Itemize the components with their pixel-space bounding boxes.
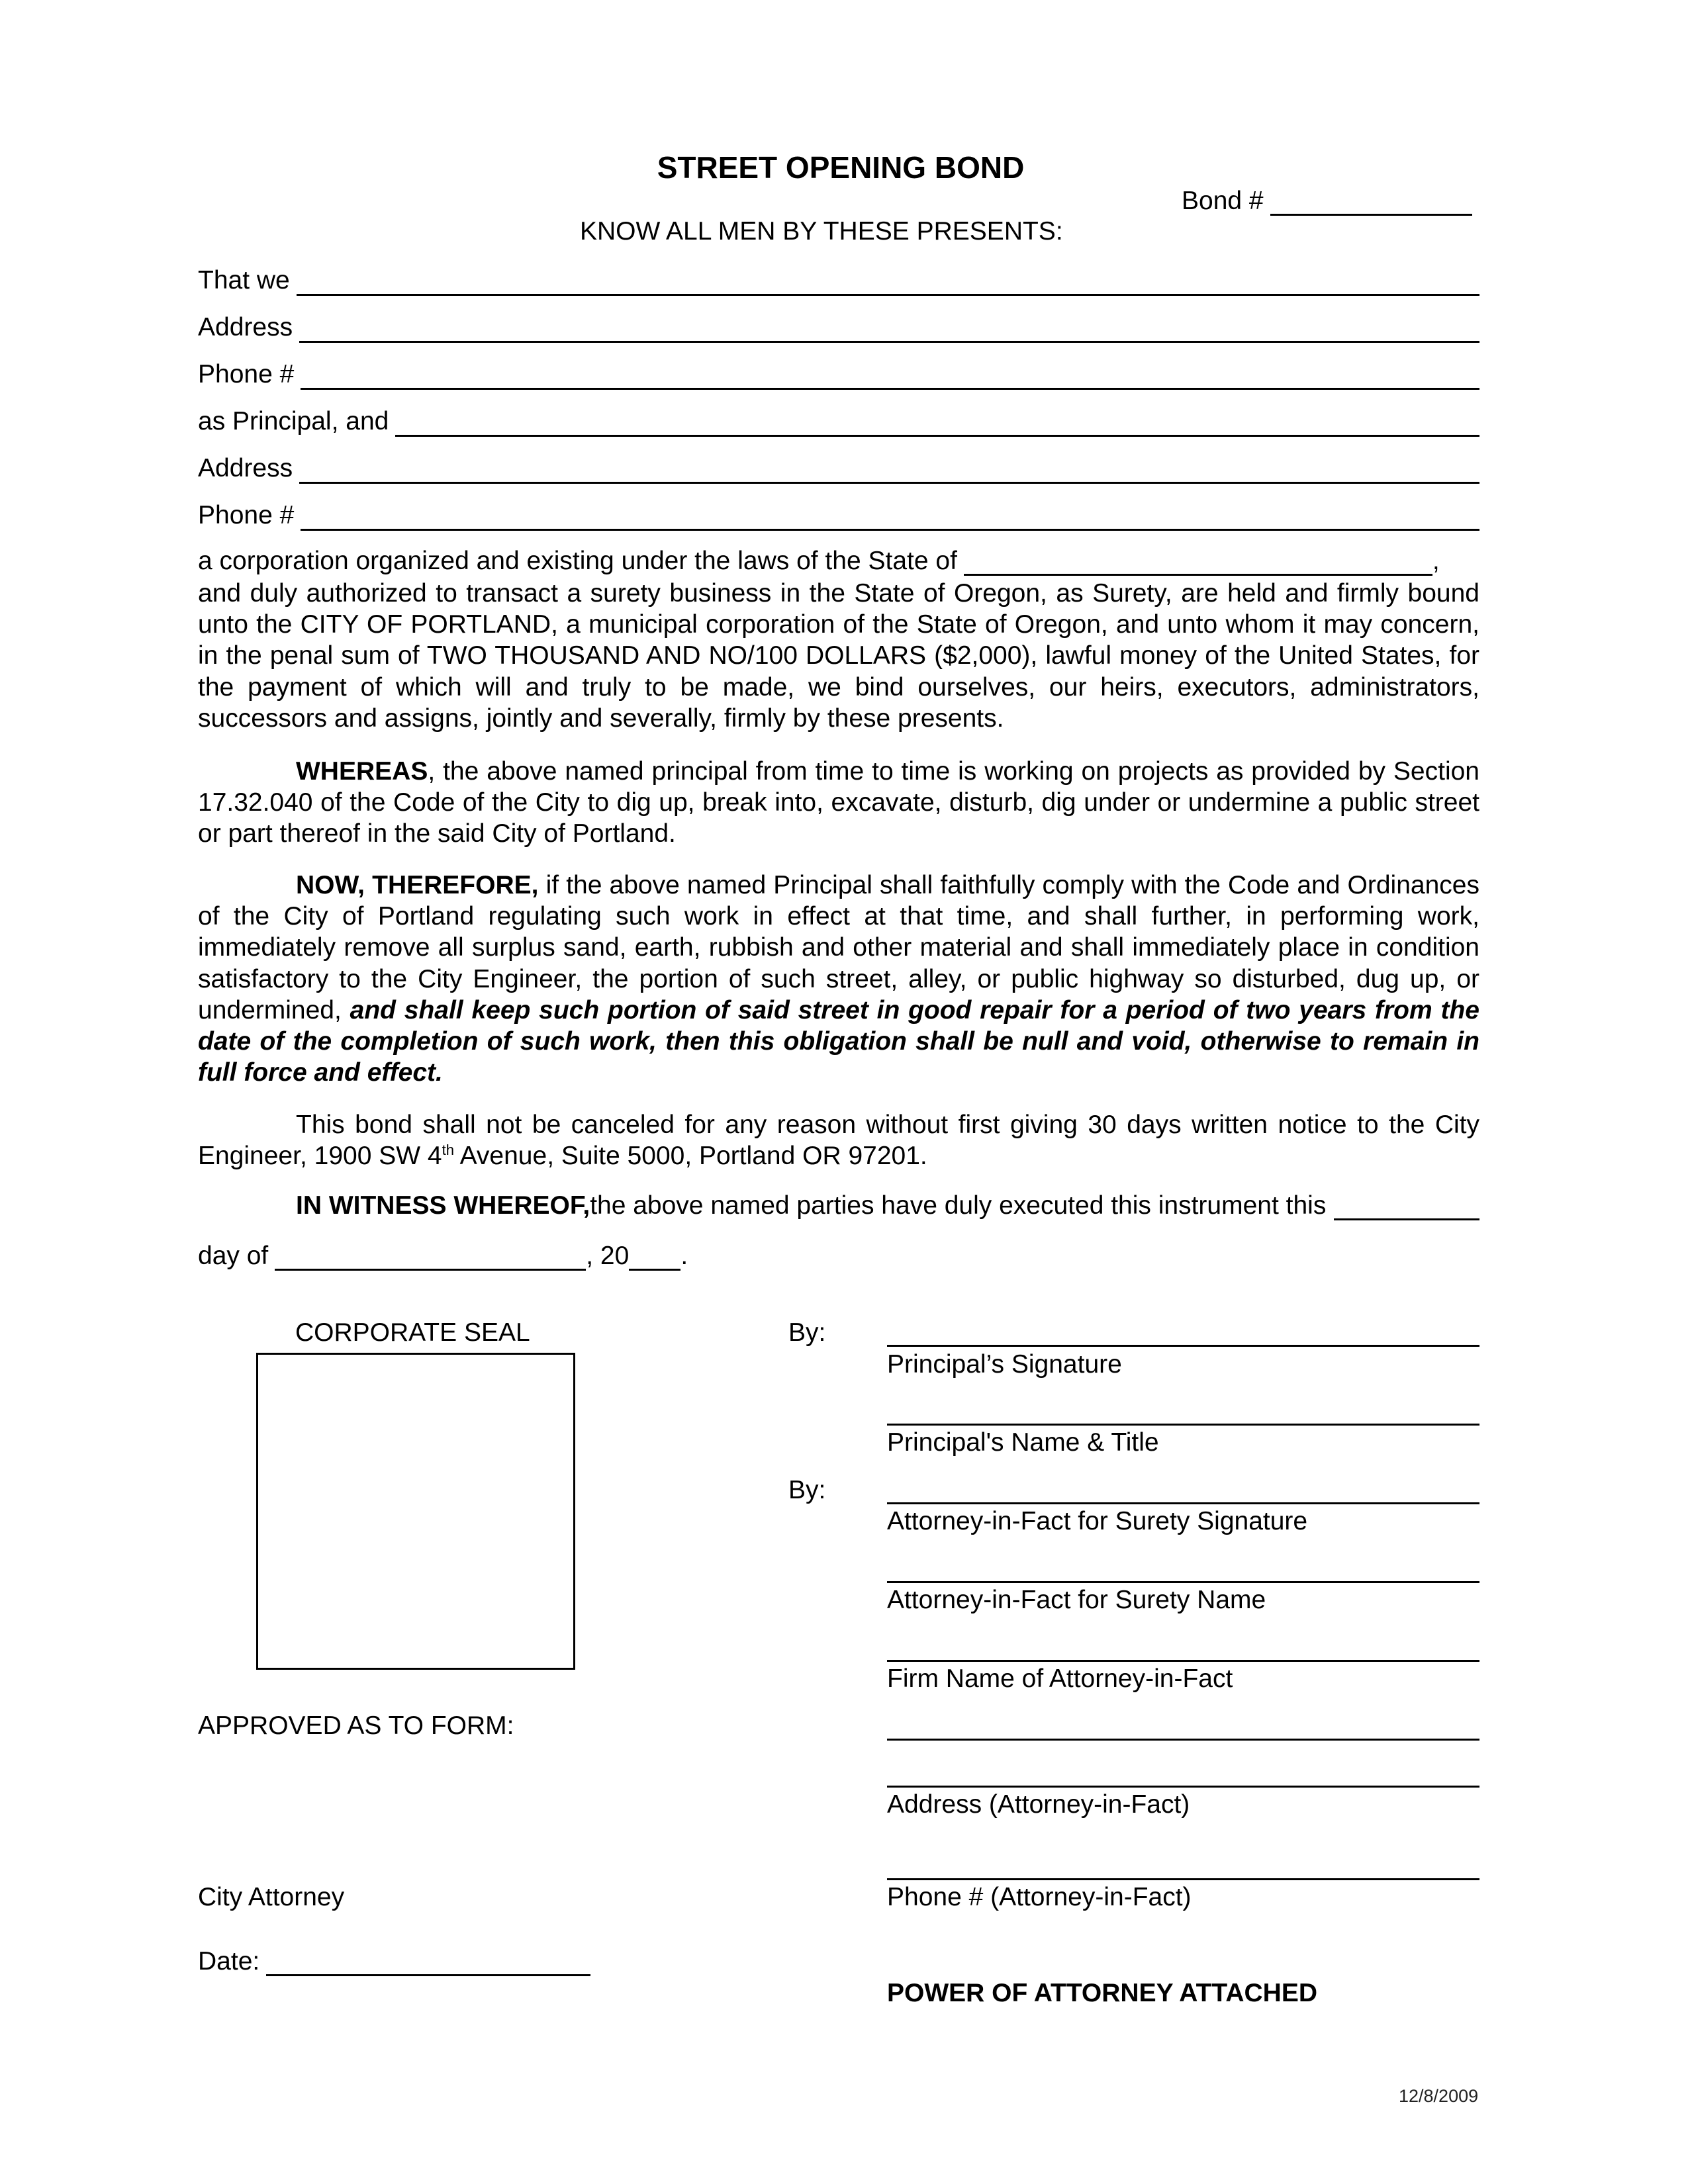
field-label: Address xyxy=(198,313,293,341)
principal-name-row xyxy=(198,263,1479,296)
bond-number-field xyxy=(1182,187,1472,216)
bond-number-label: Bond # xyxy=(1182,187,1264,215)
witness-row xyxy=(198,1191,1479,1220)
now-therefore-heading: NOW, THEREFORE, xyxy=(296,871,539,899)
witness-month-input[interactable] xyxy=(275,1246,586,1271)
principal-phone-input[interactable] xyxy=(301,363,1479,390)
document-title: STREET OPENING BOND xyxy=(657,150,1025,185)
principal-signature-label: Principal’s Signature xyxy=(887,1350,1122,1379)
approved-as-to-form-label: APPROVED AS TO FORM: xyxy=(198,1711,514,1740)
attorney-address-line[interactable] xyxy=(887,1786,1479,1788)
principal-address-row xyxy=(198,310,1479,343)
corporate-seal-box[interactable] xyxy=(256,1353,575,1670)
approval-date-input[interactable] xyxy=(266,1952,590,1976)
witness-heading: IN WITNESS WHEREOF, xyxy=(296,1191,590,1220)
ordinal-superscript: th xyxy=(442,1142,454,1159)
attorney-phone-line[interactable] xyxy=(887,1878,1479,1880)
power-of-attorney-note: POWER OF ATTORNEY ATTACHED xyxy=(887,1979,1317,2007)
field-label: as Principal, and xyxy=(198,407,389,435)
day-of-label: day of xyxy=(198,1242,269,1270)
state-lead-text: a corporation organized and existing under the laws of the State of xyxy=(198,547,957,575)
bond-obligation-paragraph: and duly authorized to transact a surety business in the State of Oregon, as Surety, are held and firmly bound unto the CITY OF PORTLAND, a municipal corporation of the State of Oregon, and unto whom it may concern, in the penal sum of TWO THOUSAND AND NO/100 DOLLARS ($2,000), lawful money of the United States, for the payment of which will and truly to be made, we bind ourselves, our heirs, executors, administrators, successors and assigns, jointly and severally, firmly by these presents. xyxy=(198,579,1479,733)
surety-name-label: Attorney-in-Fact for Surety Name xyxy=(887,1586,1266,1614)
revision-date: 12/8/2009 xyxy=(1399,2086,1479,2106)
surety-signature-label: Attorney-in-Fact for Surety Signature xyxy=(887,1507,1308,1535)
witness-year-input[interactable] xyxy=(629,1246,680,1271)
witness-day-input[interactable] xyxy=(1334,1196,1479,1220)
witness-text: the above named parties have duly executed this instrument this xyxy=(590,1191,1327,1220)
preamble: KNOW ALL MEN BY THESE PRESENTS: xyxy=(580,217,1063,246)
field-label: Phone # xyxy=(198,360,295,388)
principal-phone-row xyxy=(198,357,1479,390)
surety-name-row xyxy=(198,404,1479,437)
city-attorney-label: City Attorney xyxy=(198,1883,345,1911)
bond-number-input[interactable] xyxy=(1270,191,1472,216)
cancellation-text: This bond shall not be canceled for any reason without first giving 30 days written notice to the City Engineer, 1900 SW 4 xyxy=(198,1111,1479,1171)
whereas-text: , the above named principal from time to time is working on projects as provided by Section 17.32.040 of the Code of the City to dig up, break into, excavate, disturb, dig under or undermine a public street or part thereof in the said City of Portland. xyxy=(198,757,1479,848)
whereas-heading: WHEREAS xyxy=(296,757,428,786)
principal-name-input[interactable] xyxy=(297,269,1479,296)
blank-line[interactable] xyxy=(887,1739,1479,1741)
principal-address-input[interactable] xyxy=(299,316,1479,343)
attorney-address-label: Address (Attorney-in-Fact) xyxy=(887,1790,1190,1819)
principal-signature-line[interactable] xyxy=(887,1345,1479,1347)
surety-phone-input[interactable] xyxy=(301,504,1479,531)
corporate-seal-label: CORPORATE SEAL xyxy=(295,1318,530,1347)
date-label: Date: xyxy=(198,1947,260,1976)
surety-signature-line[interactable] xyxy=(887,1502,1479,1504)
state-of-incorporation-input[interactable] xyxy=(964,551,1432,576)
cancellation-address: Avenue, Suite 5000, Portland OR 97201. xyxy=(453,1142,927,1171)
surety-name-input[interactable] xyxy=(395,410,1479,437)
whereas-paragraph xyxy=(198,756,1479,850)
field-label: Address xyxy=(198,454,293,482)
surety-address-input[interactable] xyxy=(299,457,1479,484)
firm-name-line[interactable] xyxy=(887,1660,1479,1662)
surety-name-line[interactable] xyxy=(887,1581,1479,1583)
now-therefore-paragraph xyxy=(198,870,1479,1088)
year-prefix: , 20 xyxy=(586,1242,630,1270)
principal-name-title-label: Principal's Name & Title xyxy=(887,1428,1159,1457)
attorney-phone-label: Phone # (Attorney-in-Fact) xyxy=(887,1883,1192,1911)
approval-date-row xyxy=(198,1947,590,1976)
state-of-incorporation-row xyxy=(198,547,1489,576)
now-therefore-emphasis: and shall keep such portion of said street in good repair for a period of two years from the date of the completion of such work, then this obligation shall be null and void, otherwise to remain in full force and effect. xyxy=(198,995,1479,1087)
firm-name-label: Firm Name of Attorney-in-Fact xyxy=(887,1664,1233,1693)
cancellation-paragraph xyxy=(198,1109,1479,1171)
state-trail: , xyxy=(1432,547,1440,575)
by-label-surety: By: xyxy=(788,1476,826,1504)
field-label: That we xyxy=(198,266,290,295)
by-label-principal: By: xyxy=(788,1318,826,1347)
field-label: Phone # xyxy=(198,501,295,529)
witness-date-row xyxy=(198,1242,688,1271)
year-suffix: . xyxy=(680,1242,688,1270)
surety-phone-row xyxy=(198,498,1479,531)
now-therefore-text: if the above named Principal shall faithfully comply with the Code and Ordinances of the City of Portland regulating such work in effect at that time, and shall further, in performing work, immediately remove all surplus sand, earth, rubbish and other material and shall immediately place in condition satisfactory to the City Engineer, the portion of such street, alley, or public highway so disturbed, dug up, or undermined, xyxy=(198,871,1479,1024)
surety-address-row xyxy=(198,451,1479,484)
principal-name-title-line[interactable] xyxy=(887,1424,1479,1426)
